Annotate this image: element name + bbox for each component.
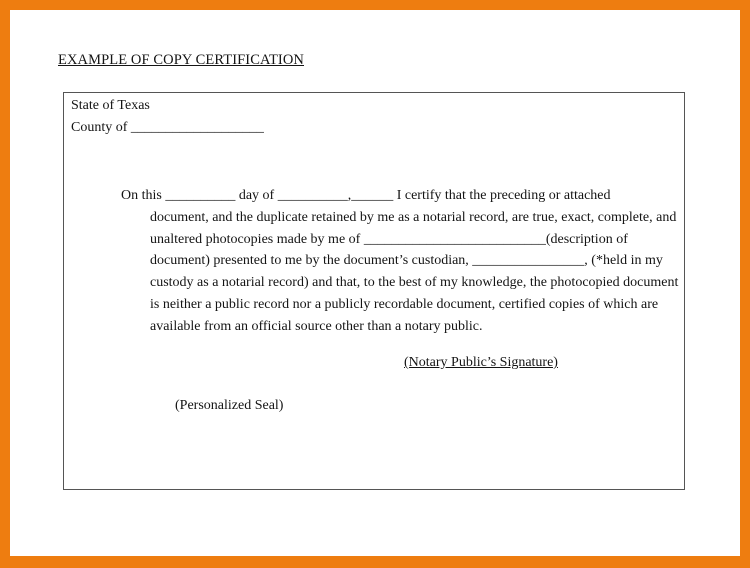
certification-body — [121, 185, 677, 338]
body-line-3: unaltered photocopies made by me of __________________________(description of — [150, 231, 628, 247]
county-line: County of ___________________ — [71, 120, 264, 135]
body-line-1: On this __________ day of __________,______ I certify that the preceding or attached — [121, 188, 611, 203]
certification-box — [63, 92, 685, 490]
body-line-2: document, and the duplicate retained by me as a notarial record, are true, exact, complete, and — [150, 209, 677, 225]
body-line-5: custody as a notarial record) and that, to the best of my knowledge, the photocopied document — [150, 275, 679, 291]
body-line-7: available from an official source other than a notary public. — [150, 318, 483, 334]
document-title: EXAMPLE OF COPY CERTIFICATION — [58, 52, 304, 68]
state-line: State of Texas — [71, 98, 150, 113]
personalized-seal-label: (Personalized Seal) — [175, 398, 284, 413]
body-line-4: document) presented to me by the document’s custodian, ________________, (*held in my — [150, 253, 663, 269]
body-line-6: is neither a public record nor a publicly recordable document, certified copies of which are — [150, 296, 659, 312]
notary-signature-label: (Notary Public’s Signature) — [404, 355, 558, 370]
